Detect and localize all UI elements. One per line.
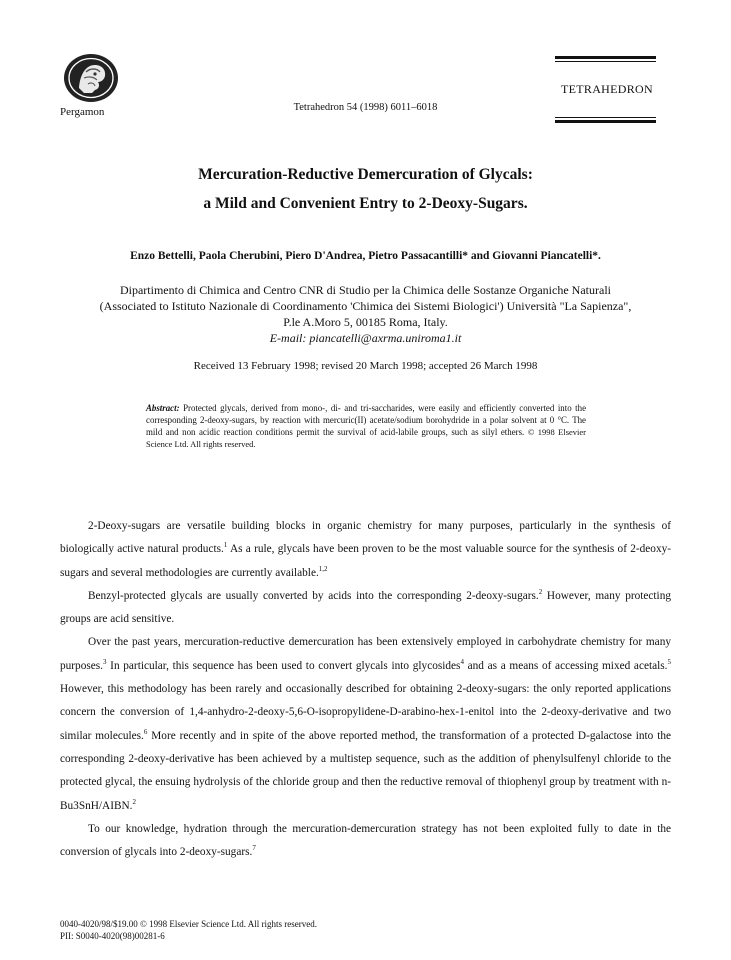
header-rule	[555, 56, 656, 59]
reference-marker: 5	[667, 658, 671, 667]
reference-marker: 6	[143, 727, 148, 736]
title-line: Mercuration-Reductive Demercuration of Glycals:	[198, 166, 533, 183]
paragraph: 2-Deoxy-sugars are versatile building blocks in organic chemistry for many purposes, particularly in the synthesis of biologically active natural products.$^1$ As a rule, glycals have been proven to be the most valuable source for the synthesis of 2-deoxy-sugars and several methodologies are currently available.$^{1,2}$	[60, 520, 672, 579]
abstract	[146, 402, 586, 450]
affiliation-line: (Associated to Istituto Nazionale di Coordinamento 'Chimica dei Sistemi Biologici') Università "La Sapienza",	[99, 299, 632, 313]
paragraph: Over the past years, mercuration-reductive demercuration has been extensively employed in carbohydrate chemistry for many purposes.$^3$ In particular, this sequence has been used to convert glycals into glycosides$^4$ and as a means of accessing mixed acetals.$^5$ However, this methodology has been rarely and occasionally described for obtaining 2-deoxy-sugars: the only reported applications concern the conversion of 1,4-anhydro-2-deoxy-5,6-O-isopropylidene-D-arabino-hex-1-enitol into the 2-deoxy-derivative and two similar molecules.$^6$ More recently and in spite of the above reported method, the transformation of a protected D-galactose into the corresponding 2-deoxy-derivative has been achieved by a multistep sequence, such as the addition of phenylsulfenyl chloride to the protected glycal, the ensuing hydrolysis of the chloride group and then the reductive removal of thiophenyl group by treatment with n-Bu3SnH/AIBN.$^2$	[60, 636, 671, 812]
reference-marker: 1	[223, 541, 228, 550]
journal-citation: Tetrahedron 54 (1998) 6011–6018	[293, 102, 438, 113]
footer-copyright: 0040-4020/98/$19.00 © 1998 Elsevier Science Ltd. All rights reserved.	[60, 919, 318, 929]
title-line: a Mild and Convenient Entry to 2-Deoxy-Sugars.	[203, 195, 528, 212]
reference-marker: 1,2	[318, 564, 328, 573]
paragraph: Benzyl-protected glycals are usually converted by acids into the corresponding 2-deoxy-sugars.$^2$ However, many protecting groups are acid sensitive.	[60, 588, 671, 626]
journal-name: TETRAHEDRON	[561, 82, 653, 96]
header-rule	[555, 117, 656, 118]
footer-pii: PII: S0040-4020(98)00281-6	[60, 931, 165, 941]
author-email: E-mail: piancatelli@axrma.uniroma1.it	[269, 331, 462, 345]
author-list: Enzo Bettelli, Paola Cherubini, Piero D'Andrea, Pietro Passacantilli* and Giovanni Piancatelli*.	[130, 250, 601, 262]
received-dates: Received 13 February 1998; revised 20 March 1998; accepted 26 March 1998	[193, 360, 538, 372]
abstract-copyright: © 1998 Elsevier Science Ltd. All rights reserved.	[146, 427, 586, 449]
reference-marker: 4	[460, 658, 464, 667]
body-text	[60, 515, 671, 864]
reference-marker: 3	[103, 658, 107, 667]
header-rule	[555, 120, 656, 123]
footer	[60, 918, 317, 942]
reference-marker: 2	[538, 588, 543, 597]
publisher-name: Pergamon	[60, 106, 105, 118]
pergamon-logo-icon	[62, 52, 120, 104]
paragraph: To our knowledge, hydration through the mercuration-demercuration strategy has not been exploited fully to date in the conversion of glycals into 2-deoxy-sugars.$^7$	[60, 822, 671, 859]
abstract-text: Protected glycals, derived from mono-, di- and tri-saccharides, were easily and efficiently converted into the corresponding 2-deoxy-sugars, by reaction with mercuric(II) acetate/sodium borohydride in a polar solvent at 0 °C. The mild and non acidic reaction conditions permit the survival of acid-labile groups, such as silyl ethers.	[146, 403, 587, 437]
reference-marker: 7	[252, 844, 256, 853]
paper-title	[0, 160, 731, 218]
reference-marker: 2	[132, 797, 136, 806]
affiliation-line: P.le A.Moro 5, 00185 Roma, Italy.	[283, 315, 448, 329]
affiliation-line: Dipartimento di Chimica and Centro CNR di Studio per la Chimica delle Sostanze Organiche Naturali	[119, 283, 611, 297]
abstract-label: Abstract:	[146, 403, 180, 413]
affiliation	[0, 282, 731, 346]
header-rule	[555, 61, 656, 62]
